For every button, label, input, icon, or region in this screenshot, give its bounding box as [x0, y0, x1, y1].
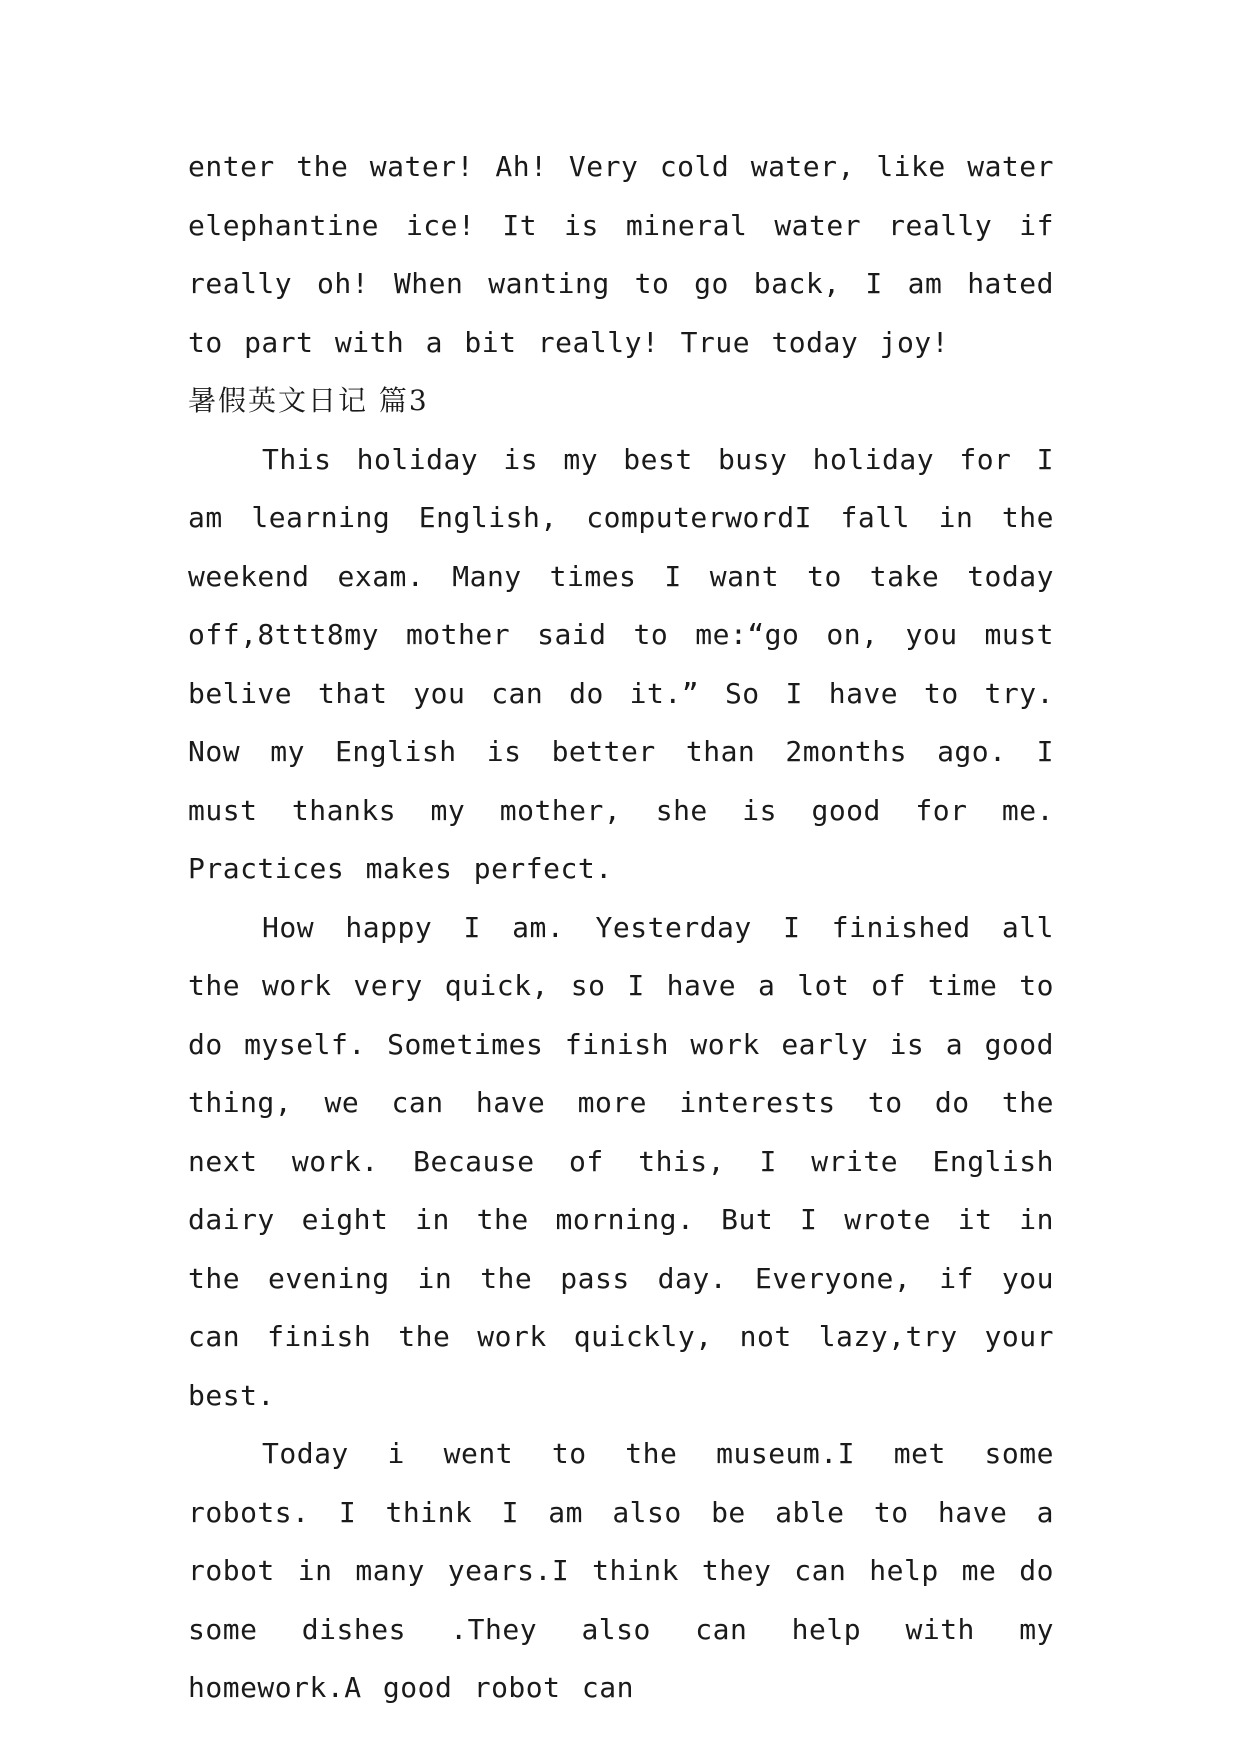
continued-paragraph: enter the water! Ah! Very cold water, like water elephantine ice! It is mineral water really if really oh! When wanting to go back, I am hated to part with a bit really! True today joy! [188, 150, 1054, 359]
paragraph-1: This holiday is my best busy holiday for I am learning English, computerwordI fall in the weekend exam. Many times I want to take today off,8ttt8my mother said to me:“go on, you must belive that you can do it.” So I have to try. Now my English is better than 2months ago. I must thanks my mother, she is good for me. Practices makes perfect. [188, 442, 1054, 885]
document-body [188, 138, 1054, 1718]
paragraph-2: How happy I am. Yesterday I finished all the work very quick, so I have a lot of time to do myself. Sometimes finish work early is a good thing, we can have more interests to do the next work. Because of this, I write English dairy eight in the morning. But I wrote it in the evening in the pass day. Everyone, if you can finish the work quickly, not lazy,try your best. [188, 910, 1054, 1412]
paragraph-3: Today i went to the museum.I met some robots. I think I am also be able to have a robot in many years.I think they can help me do some dishes .They also can help with my homework.A good robot can [188, 1437, 1054, 1704]
section-heading: 暑假英文日记 篇3 [188, 384, 429, 417]
